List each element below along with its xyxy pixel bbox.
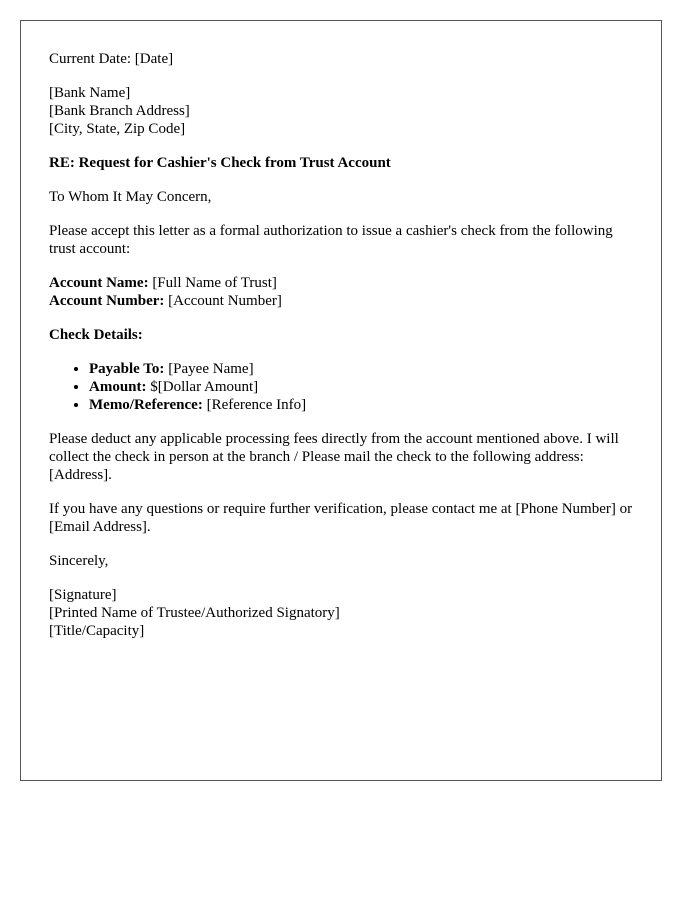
- check-details-list: [49, 360, 633, 414]
- list-item: [89, 378, 633, 396]
- memo-reference-value: [Reference Info]: [202, 397, 307, 413]
- account-info-block: [49, 274, 633, 310]
- account-number-line: [49, 292, 633, 310]
- signature-placeholder: [Signature]: [49, 587, 117, 603]
- bank-city-state-zip: [City, State, Zip Code]: [49, 121, 186, 137]
- amount-value: $[Dollar Amount]: [146, 379, 259, 395]
- fees-paragraph: Please deduct any applicable processing fees directly from the account mentioned above. I will collect the check in person at the branch / Please mail the check to the following address: [Address].: [49, 431, 619, 483]
- salutation: To Whom It May Concern,: [49, 189, 212, 205]
- questions-paragraph: If you have any questions or require further verification, please contact me at [Phone Number] or [Email Address].: [49, 501, 633, 535]
- intro-paragraph: Please accept this letter as a formal authorization to issue a cashier's check from the following trust account:: [49, 223, 613, 257]
- account-number-value: [Account Number]: [164, 293, 282, 309]
- memo-reference-label: Memo/Reference:: [89, 397, 203, 413]
- list-item: [89, 360, 633, 378]
- printed-name: [Printed Name of Trustee/Authorized Signatory]: [49, 605, 340, 621]
- closing: Sincerely,: [49, 553, 109, 569]
- payable-to-label: Payable To:: [89, 361, 165, 377]
- bank-branch-address: [Bank Branch Address]: [49, 103, 190, 119]
- bank-address-block: [49, 84, 633, 138]
- letter-page: [20, 20, 662, 781]
- check-details-heading: Check Details:: [49, 327, 143, 343]
- bank-name: [Bank Name]: [49, 85, 131, 101]
- current-date: Current Date: [Date]: [49, 51, 174, 67]
- list-item: [89, 396, 633, 414]
- signature-block: [49, 586, 633, 640]
- signatory-title: [Title/Capacity]: [49, 623, 145, 639]
- amount-label: Amount:: [89, 379, 147, 395]
- account-number-label: Account Number:: [49, 293, 165, 309]
- payable-to-value: [Payee Name]: [164, 361, 254, 377]
- subject-line: RE: Request for Cashier's Check from Trust Account: [49, 155, 391, 171]
- account-name-value: [Full Name of Trust]: [148, 275, 277, 291]
- account-name-label: Account Name:: [49, 275, 149, 291]
- account-name-line: [49, 274, 633, 292]
